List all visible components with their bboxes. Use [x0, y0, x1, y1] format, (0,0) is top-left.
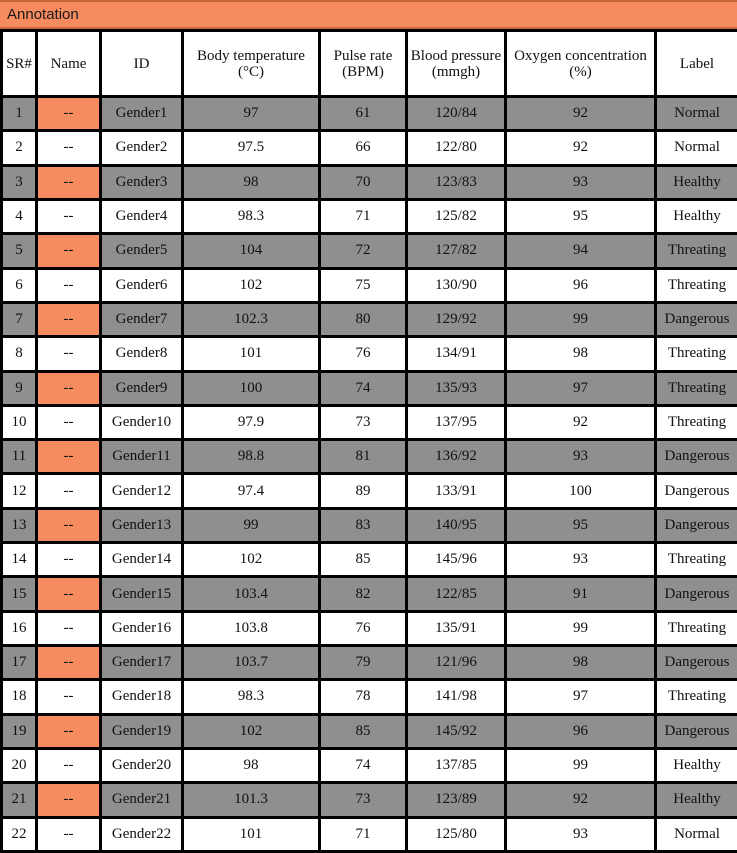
cell-label: Normal — [656, 817, 737, 851]
table-row — [2, 440, 737, 474]
cell-oxygen-concentration: 95 — [506, 508, 656, 542]
cell-pulse-rate: 73 — [320, 783, 407, 817]
cell-pulse-rate: 74 — [320, 371, 407, 405]
cell-oxygen-concentration: 92 — [506, 131, 656, 165]
cell-blood-pressure: 134/91 — [407, 337, 506, 371]
cell-oxygen-concentration: 98 — [506, 337, 656, 371]
cell-sr: 14 — [2, 543, 37, 577]
cell-sr: 13 — [2, 508, 37, 542]
cell-id: Gender16 — [101, 611, 183, 645]
cell-pulse-rate: 80 — [320, 302, 407, 336]
cell-pulse-rate: 71 — [320, 199, 407, 233]
cell-body-temperature: 102 — [183, 268, 320, 302]
cell-id: Gender5 — [101, 234, 183, 268]
cell-id: Gender20 — [101, 748, 183, 782]
cell-id: Gender12 — [101, 474, 183, 508]
cell-label: Threating — [656, 543, 737, 577]
cell-name: -- — [37, 371, 101, 405]
cell-blood-pressure: 141/98 — [407, 680, 506, 714]
table-row — [2, 337, 737, 371]
cell-oxygen-concentration: 97 — [506, 680, 656, 714]
cell-oxygen-concentration: 93 — [506, 165, 656, 199]
cell-name: -- — [37, 646, 101, 680]
cell-name: -- — [37, 268, 101, 302]
cell-body-temperature: 99 — [183, 508, 320, 542]
cell-name: -- — [37, 714, 101, 748]
cell-pulse-rate: 74 — [320, 748, 407, 782]
cell-name: -- — [37, 131, 101, 165]
cell-body-temperature: 101 — [183, 337, 320, 371]
cell-oxygen-concentration: 99 — [506, 611, 656, 645]
cell-body-temperature: 102 — [183, 543, 320, 577]
cell-blood-pressure: 123/83 — [407, 165, 506, 199]
table-row — [2, 165, 737, 199]
cell-label: Dangerous — [656, 646, 737, 680]
cell-id: Gender19 — [101, 714, 183, 748]
cell-name: -- — [37, 543, 101, 577]
cell-pulse-rate: 73 — [320, 405, 407, 439]
header-id: ID — [101, 31, 183, 97]
cell-pulse-rate: 85 — [320, 543, 407, 577]
cell-sr: 8 — [2, 337, 37, 371]
cell-name: -- — [37, 680, 101, 714]
cell-pulse-rate: 89 — [320, 474, 407, 508]
cell-name: -- — [37, 577, 101, 611]
cell-label: Threating — [656, 337, 737, 371]
cell-pulse-rate: 82 — [320, 577, 407, 611]
cell-name: -- — [37, 440, 101, 474]
cell-oxygen-concentration: 93 — [506, 543, 656, 577]
cell-label: Dangerous — [656, 508, 737, 542]
cell-body-temperature: 97.9 — [183, 405, 320, 439]
cell-label: Threating — [656, 234, 737, 268]
cell-id: Gender14 — [101, 543, 183, 577]
header-blood-pressure: Blood pressure (mmgh) — [407, 31, 506, 97]
cell-sr: 2 — [2, 131, 37, 165]
cell-id: Gender21 — [101, 783, 183, 817]
annotation-table — [0, 29, 737, 853]
cell-pulse-rate: 71 — [320, 817, 407, 851]
cell-sr: 12 — [2, 474, 37, 508]
table-row — [2, 508, 737, 542]
cell-pulse-rate: 66 — [320, 131, 407, 165]
cell-id: Gender18 — [101, 680, 183, 714]
cell-oxygen-concentration: 93 — [506, 440, 656, 474]
cell-oxygen-concentration: 93 — [506, 817, 656, 851]
cell-blood-pressure: 133/91 — [407, 474, 506, 508]
cell-pulse-rate: 76 — [320, 611, 407, 645]
cell-id: Gender3 — [101, 165, 183, 199]
cell-label: Threating — [656, 611, 737, 645]
cell-blood-pressure: 135/93 — [407, 371, 506, 405]
table-row — [2, 474, 737, 508]
cell-pulse-rate: 76 — [320, 337, 407, 371]
cell-body-temperature: 101.3 — [183, 783, 320, 817]
cell-blood-pressure: 127/82 — [407, 234, 506, 268]
cell-body-temperature: 97 — [183, 97, 320, 131]
cell-sr: 20 — [2, 748, 37, 782]
cell-id: Gender2 — [101, 131, 183, 165]
cell-blood-pressure: 129/92 — [407, 302, 506, 336]
header-pulse-rate: Pulse rate (BPM) — [320, 31, 407, 97]
cell-name: -- — [37, 337, 101, 371]
cell-name: -- — [37, 748, 101, 782]
cell-oxygen-concentration: 99 — [506, 748, 656, 782]
cell-body-temperature: 98 — [183, 165, 320, 199]
cell-sr: 3 — [2, 165, 37, 199]
table-row — [2, 611, 737, 645]
table-row — [2, 371, 737, 405]
cell-label: Dangerous — [656, 302, 737, 336]
table-row — [2, 646, 737, 680]
cell-blood-pressure: 137/95 — [407, 405, 506, 439]
table-row — [2, 302, 737, 336]
cell-sr: 4 — [2, 199, 37, 233]
table-row — [2, 234, 737, 268]
cell-name: -- — [37, 234, 101, 268]
cell-label: Threating — [656, 405, 737, 439]
cell-label: Threating — [656, 680, 737, 714]
cell-oxygen-concentration: 92 — [506, 783, 656, 817]
cell-label: Threating — [656, 268, 737, 302]
cell-label: Healthy — [656, 165, 737, 199]
cell-label: Threating — [656, 371, 737, 405]
table-row — [2, 543, 737, 577]
cell-id: Gender7 — [101, 302, 183, 336]
cell-name: -- — [37, 508, 101, 542]
cell-name: -- — [37, 199, 101, 233]
table-row — [2, 268, 737, 302]
header-sr: SR# — [2, 31, 37, 97]
cell-body-temperature: 103.4 — [183, 577, 320, 611]
cell-oxygen-concentration: 92 — [506, 97, 656, 131]
cell-sr: 10 — [2, 405, 37, 439]
cell-oxygen-concentration: 95 — [506, 199, 656, 233]
cell-sr: 11 — [2, 440, 37, 474]
cell-oxygen-concentration: 100 — [506, 474, 656, 508]
cell-id: Gender22 — [101, 817, 183, 851]
cell-blood-pressure: 137/85 — [407, 748, 506, 782]
cell-sr: 5 — [2, 234, 37, 268]
table-row — [2, 748, 737, 782]
cell-blood-pressure: 125/80 — [407, 817, 506, 851]
table-row — [2, 680, 737, 714]
cell-blood-pressure: 122/80 — [407, 131, 506, 165]
cell-id: Gender1 — [101, 97, 183, 131]
cell-label: Healthy — [656, 199, 737, 233]
header-body-temperature: Body temperature (°C) — [183, 31, 320, 97]
header-row — [2, 31, 737, 97]
cell-name: -- — [37, 817, 101, 851]
cell-pulse-rate: 83 — [320, 508, 407, 542]
cell-body-temperature: 103.8 — [183, 611, 320, 645]
cell-body-temperature: 102.3 — [183, 302, 320, 336]
cell-blood-pressure: 121/96 — [407, 646, 506, 680]
cell-body-temperature: 102 — [183, 714, 320, 748]
cell-label: Healthy — [656, 748, 737, 782]
cell-label: Dangerous — [656, 714, 737, 748]
cell-oxygen-concentration: 96 — [506, 268, 656, 302]
cell-sr: 1 — [2, 97, 37, 131]
header-oxygen-concentration: Oxygen concentration (%) — [506, 31, 656, 97]
cell-body-temperature: 101 — [183, 817, 320, 851]
cell-blood-pressure: 130/90 — [407, 268, 506, 302]
cell-pulse-rate: 81 — [320, 440, 407, 474]
cell-sr: 6 — [2, 268, 37, 302]
cell-pulse-rate: 85 — [320, 714, 407, 748]
cell-sr: 22 — [2, 817, 37, 851]
cell-name: -- — [37, 302, 101, 336]
cell-id: Gender17 — [101, 646, 183, 680]
cell-sr: 16 — [2, 611, 37, 645]
table-row — [2, 817, 737, 851]
cell-blood-pressure: 140/95 — [407, 508, 506, 542]
header-label: Label — [656, 31, 737, 97]
table-row — [2, 199, 737, 233]
table-title: Annotation — [0, 0, 737, 29]
cell-name: -- — [37, 97, 101, 131]
cell-label: Dangerous — [656, 440, 737, 474]
cell-pulse-rate: 79 — [320, 646, 407, 680]
cell-id: Gender4 — [101, 199, 183, 233]
cell-blood-pressure: 135/91 — [407, 611, 506, 645]
header-name: Name — [37, 31, 101, 97]
cell-label: Dangerous — [656, 474, 737, 508]
cell-body-temperature: 98.3 — [183, 680, 320, 714]
cell-id: Gender9 — [101, 371, 183, 405]
cell-oxygen-concentration: 98 — [506, 646, 656, 680]
cell-oxygen-concentration: 94 — [506, 234, 656, 268]
cell-id: Gender15 — [101, 577, 183, 611]
cell-name: -- — [37, 165, 101, 199]
cell-oxygen-concentration: 96 — [506, 714, 656, 748]
cell-label: Normal — [656, 97, 737, 131]
cell-pulse-rate: 72 — [320, 234, 407, 268]
cell-name: -- — [37, 474, 101, 508]
cell-pulse-rate: 75 — [320, 268, 407, 302]
table-row — [2, 131, 737, 165]
cell-name: -- — [37, 405, 101, 439]
cell-blood-pressure: 123/89 — [407, 783, 506, 817]
cell-body-temperature: 103.7 — [183, 646, 320, 680]
table-row — [2, 783, 737, 817]
cell-blood-pressure: 120/84 — [407, 97, 506, 131]
cell-oxygen-concentration: 99 — [506, 302, 656, 336]
cell-id: Gender10 — [101, 405, 183, 439]
table-row — [2, 97, 737, 131]
cell-id: Gender6 — [101, 268, 183, 302]
cell-pulse-rate: 70 — [320, 165, 407, 199]
cell-sr: 15 — [2, 577, 37, 611]
cell-name: -- — [37, 611, 101, 645]
cell-sr: 19 — [2, 714, 37, 748]
cell-body-temperature: 98.8 — [183, 440, 320, 474]
cell-body-temperature: 98 — [183, 748, 320, 782]
cell-sr: 17 — [2, 646, 37, 680]
cell-name: -- — [37, 783, 101, 817]
table-row — [2, 577, 737, 611]
cell-pulse-rate: 78 — [320, 680, 407, 714]
cell-sr: 7 — [2, 302, 37, 336]
cell-label: Dangerous — [656, 577, 737, 611]
cell-id: Gender11 — [101, 440, 183, 474]
cell-pulse-rate: 61 — [320, 97, 407, 131]
cell-id: Gender8 — [101, 337, 183, 371]
cell-body-temperature: 97.4 — [183, 474, 320, 508]
cell-blood-pressure: 125/82 — [407, 199, 506, 233]
cell-blood-pressure: 136/92 — [407, 440, 506, 474]
cell-oxygen-concentration: 91 — [506, 577, 656, 611]
cell-blood-pressure: 145/96 — [407, 543, 506, 577]
cell-body-temperature: 104 — [183, 234, 320, 268]
cell-oxygen-concentration: 92 — [506, 405, 656, 439]
cell-sr: 18 — [2, 680, 37, 714]
cell-body-temperature: 98.3 — [183, 199, 320, 233]
cell-sr: 9 — [2, 371, 37, 405]
cell-body-temperature: 97.5 — [183, 131, 320, 165]
cell-oxygen-concentration: 97 — [506, 371, 656, 405]
table-row — [2, 714, 737, 748]
cell-body-temperature: 100 — [183, 371, 320, 405]
cell-blood-pressure: 145/92 — [407, 714, 506, 748]
cell-sr: 21 — [2, 783, 37, 817]
cell-label: Normal — [656, 131, 737, 165]
table-row — [2, 405, 737, 439]
cell-id: Gender13 — [101, 508, 183, 542]
cell-blood-pressure: 122/85 — [407, 577, 506, 611]
cell-label: Healthy — [656, 783, 737, 817]
